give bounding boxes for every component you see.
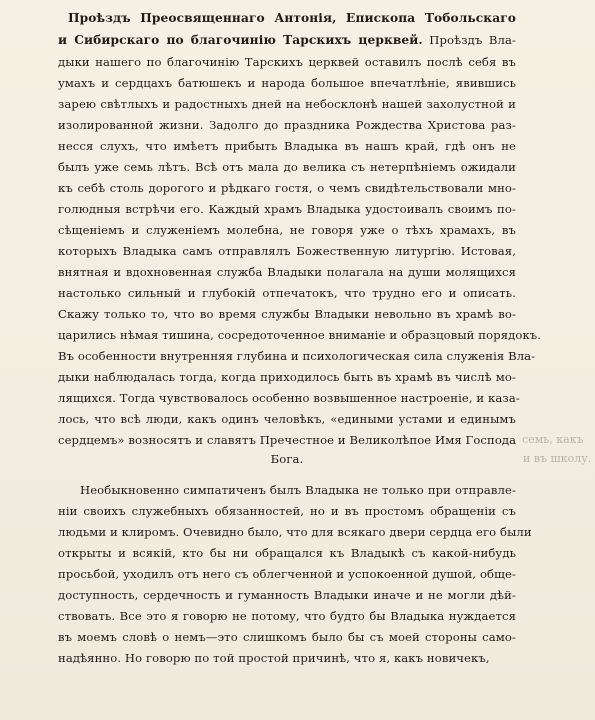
text-line: дыки наблюдалась тогда, когда приходилось быть въ храмѣ въ числѣ мо- xyxy=(58,370,516,384)
text-line: несся слухъ, что имѣетъ прибыть Владыка въ нашъ край, гдѣ онъ не xyxy=(58,139,516,153)
article-title-part-1: Проѣздъ Преосвященнаго Антонія, Епископа Тобольскаго xyxy=(68,11,516,25)
text-line: ствовать. Все это я говорю не потому, что будто бы Владыка нуждается xyxy=(58,609,516,623)
text-line: голюдныя встрѣчи его. Каждый храмъ Владыка удостоивалъ своимъ по- xyxy=(58,202,516,216)
text-line: Бога. xyxy=(270,452,304,466)
text-line: просьбой, уходилъ отъ него съ облегченной и успокоенной душой, обще- xyxy=(58,567,516,581)
text-line: лящихся. Тогда чувствовалось особенно возвышенное настроеніе, и каза- xyxy=(58,391,520,405)
paragraph-text: Проѣздъ Вла- xyxy=(429,33,516,47)
bleed-through-text: и въ школу. xyxy=(523,452,592,465)
text-line: дыки нашего по благочинію Тарскихъ церквей оставилъ послѣ себя въ xyxy=(58,55,516,69)
text-line: Скажу только то, что во время службы Владыки невольно въ храмѣ во- xyxy=(58,307,516,321)
article-title-part-2: и Сибирскаго по благочинію Тарскихъ церквей. xyxy=(58,33,423,47)
text-line: лось, что всѣ люди, какъ одинъ человѣкъ, «едиными устами и единымъ xyxy=(58,412,516,426)
text-line: сѣщеніемъ и служеніемъ молебна, не говоря уже о тѣхъ храмахъ, въ xyxy=(58,223,516,237)
text-line: зарею свѣтлыхъ и радостныхъ дней на небосклонѣ нашей захолустной и xyxy=(58,97,516,111)
text-line: внятная и вдохновенная служба Владыки полагала на души молящихся xyxy=(58,265,516,279)
text-line xyxy=(58,30,516,50)
bleed-through-text: семь, какъ xyxy=(522,433,584,446)
text-line xyxy=(58,8,516,28)
text-line: людьми и клиромъ. Очевидно было, что для всякаго двери сердца его были xyxy=(58,525,532,539)
text-line: былъ уже семь лѣтъ. Всѣ отъ мала до велика съ нетерпѣніемъ ожидали xyxy=(58,160,516,174)
text-line: открыты и всякій, кто бы ни обращался къ Владыкѣ съ какой-нибудь xyxy=(58,546,516,560)
text-line: настолько сильный и глубокій отпечатокъ, что трудно его и описать. xyxy=(58,286,516,300)
text-line: которыхъ Владыка самъ отправлялъ Божественную литургію. Истовая, xyxy=(58,244,516,258)
text-line: Въ особенности внутренняя глубина и психологическая сила служенія Вла- xyxy=(58,349,536,363)
text-line: Необыкновенно симпатиченъ былъ Владыка не только при отправле- xyxy=(80,483,516,497)
text-line: доступность, сердечность и гуманность Владыки иначе и не могли дѣй- xyxy=(58,588,516,602)
text-line: царились нѣмая тишина, сосредоточенное вниманіе и образцовый порядокъ. xyxy=(58,328,542,342)
text-line: ніи своихъ служебныхъ обязанностей, но и въ простомъ обращеніи съ xyxy=(58,504,516,518)
text-line: изолированной жизни. Задолго до праздника Рождества Христова раз- xyxy=(58,118,516,132)
text-line: надѣянно. Но говорю по той простой причинѣ, что я, какъ новичекъ, xyxy=(58,651,490,665)
text-line: сердцемъ» возносятъ и славятъ Пречестное и Великолѣпое Имя Господа xyxy=(58,433,517,447)
text-line: въ моемъ словѣ о немъ—это слишкомъ было бы съ моей стороны само- xyxy=(58,630,516,644)
text-line: къ себѣ столь дорогого и рѣдкаго гостя, о чемъ свидѣтельствовали мно- xyxy=(58,181,516,195)
text-line: умахъ и сердцахъ батюшекъ и народа большое впечатлѣніе, явившись xyxy=(58,76,516,90)
